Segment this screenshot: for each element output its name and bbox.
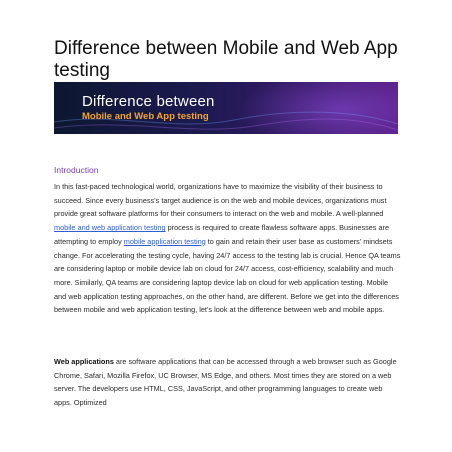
bold-term: Web applications (54, 357, 114, 366)
intro-paragraph (54, 180, 402, 317)
section-heading: Introduction (54, 165, 99, 175)
banner-title: Difference between (82, 93, 215, 110)
text-segment: to gain and retain their user base as customers’ mindsets change. For accelerating the testing cycle, having 24/7 access to the testing lab is crucial. Hence QA teams are considering laptop or mobile device lab on cloud for 24/7 access, cost-efficiency, scalability and much more. Similarly, QA teams are considering laptop device lab on cloud for web application testing. Mobile and web application testing approaches, on the other hand, are different. Before we get into the differences between mobile and web application testing, let’s look at the difference between web and mobile apps. (54, 236, 401, 315)
text-segment: process is required to create flawless software apps. Businesses are attempting to employ (54, 223, 390, 246)
hero-banner (54, 82, 398, 134)
text-segment: In this fast-paced technological world, organizations have to maximize the visibility of their business to succeed. Since every business’s target audience is on the web and mobile devices, organizations must provide great software platforms for their consumers to interact on the web and mobile. A well-planned (54, 182, 387, 219)
page-title: Difference between Mobile and Web App testing (54, 38, 398, 81)
mobile-web-testing-link[interactable]: mobile and web application testing (54, 223, 166, 233)
banner-subtitle: Mobile and Web App testing (82, 111, 209, 122)
text-segment: are software applications that can be accessed through a web browser such as Google Chrome, Safari, Mozilla Firefox, UC Browser, MS Edge, and others. Most times they are stored on a web server. The developers use HTML, CSS, JavaScript, and other programming languages to create web apps. Optimized (54, 357, 397, 408)
web-applications-paragraph (54, 355, 402, 410)
mobile-app-testing-link[interactable]: mobile application testing (123, 236, 206, 246)
